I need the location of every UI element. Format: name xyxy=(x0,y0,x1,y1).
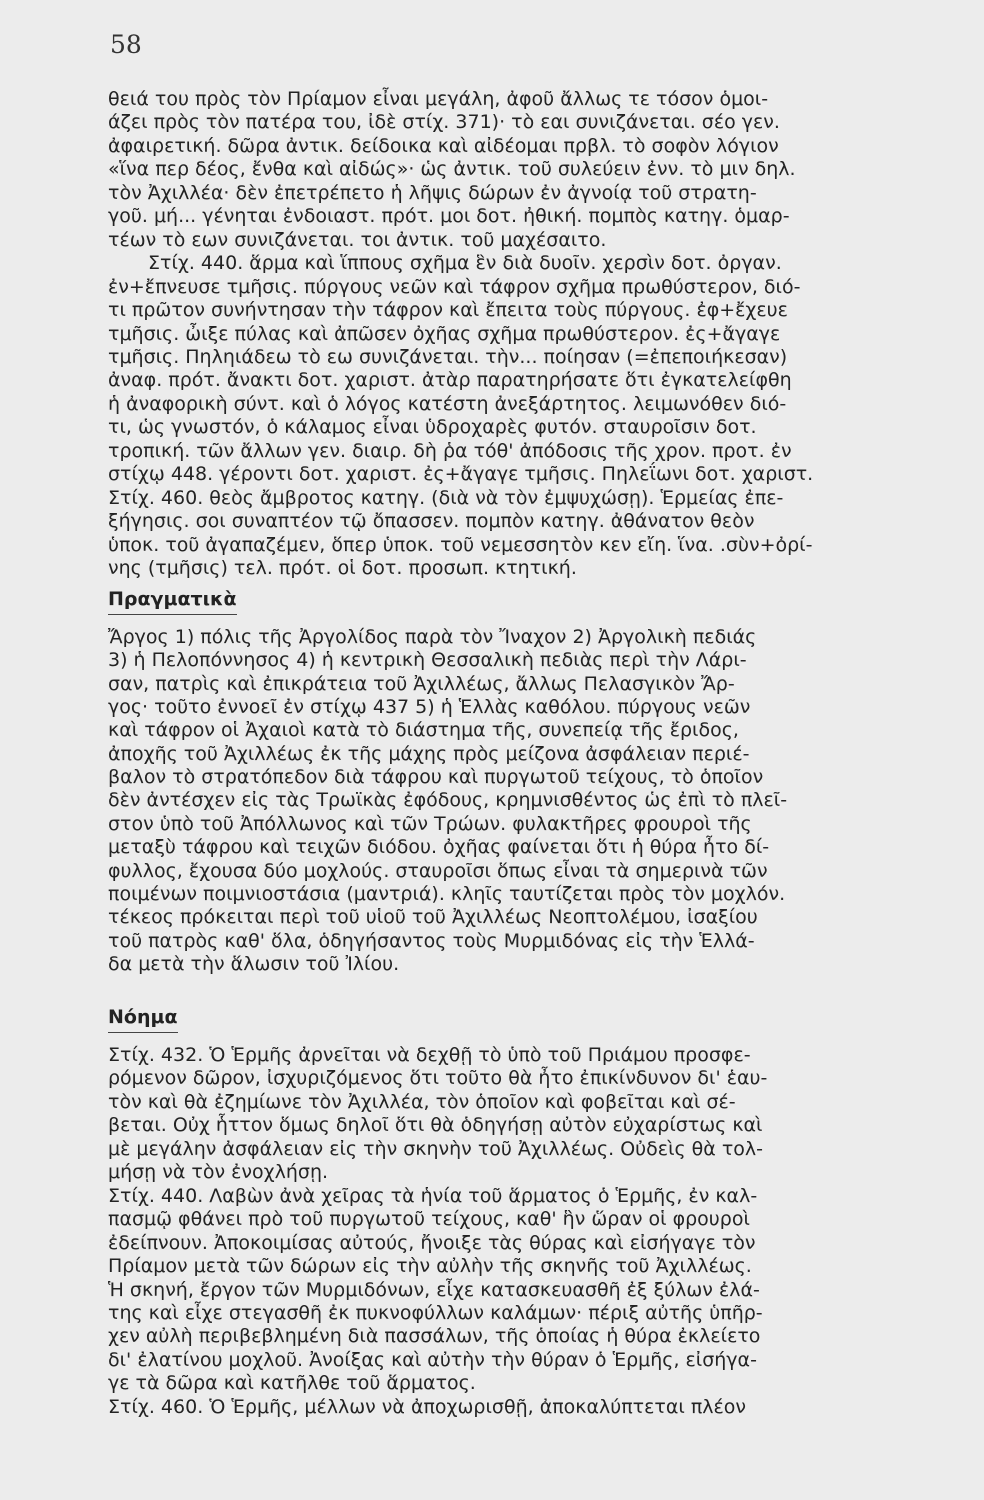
noima-line: χεν αὐλὴ περιβεβλημένη διὰ πασσάλων, τῆς ὁποίας ἡ θύρα ἐκλείετο xyxy=(108,1325,761,1348)
noima-line: γε τὰ δῶρα καὶ κατῆλθε τοῦ ἅρματος. xyxy=(108,1372,476,1395)
pragmatika-line: δα μετὰ τὴν ἅλωσιν τοῦ Ἰλίου. xyxy=(108,952,400,975)
commentary-line: ἐν+ἔπνευσε τμῆσις. πύργους νεῶν καὶ τάφρον σχῆμα πρωθύστερον, διό- xyxy=(108,275,801,298)
pragmatika-line: Ἄργος 1) πόλις τῆς Ἀργολίδος παρὰ τὸν Ἴναχον 2) Ἀργολικὴ πεδιάς xyxy=(108,626,757,648)
commentary-line: ἡ ἀναφορικὴ σύντ. καὶ ὁ λόγος κατέστη ἀνεξάρτητος. λειμωνόθεν διό- xyxy=(108,392,787,415)
pragmatika-line: ἀποχῆς τοῦ Ἀχιλλέως ἐκ τῆς μάχης πρὸς μείζονα ἀσφάλειαν περιέ- xyxy=(108,742,750,765)
pragmatika-line: γος· τοῦτο ἐννοεῖ ἐν στίχῳ 437 5) ἡ Ἑλλὰς καθόλου. πύργους νεῶν xyxy=(108,696,751,719)
commentary-line: τέων τὸ εων συνιζάνεται. τοι ἀντικ. τοῦ μαχέσαιτο. xyxy=(108,228,607,251)
noima-line: Πρίαμον μετὰ τῶν δώρων εἰς τὴν αὐλὴν τῆς σκηνῆς τοῦ Ἀχιλλέως. xyxy=(108,1255,752,1278)
pragmatika-line: στον ὑπὸ τοῦ Ἀπόλλωνος καὶ τῶν Τρώων. φυλακτῆρες φρουροὶ τῆς xyxy=(108,812,752,835)
pragmatika-line: βαλον τὸ στρατόπεδον διὰ τάφρου καὶ πυργωτοῦ τείχους, τὸ ὁποῖον xyxy=(108,766,764,789)
noima-line: δι' ἐλατίνου μοχλοῦ. Ἀνοίξας καὶ αὐτὴν τὴν θύραν ὁ Ἑρμῆς, εἰσήγα- xyxy=(108,1348,757,1371)
pragmatika-line: σαν, πατρὶς καὶ ἐπικράτεια τοῦ Ἀχιλλέως, ἄλλως Πελασγικὸν Ἄρ- xyxy=(108,672,735,695)
pragmatika-line: τοῦ πατρὸς καθ' ὅλα, ὁδηγήσαντος τοὺς Μυρμιδόνας εἰς τὴν Ἑλλά- xyxy=(108,929,755,952)
commentary-line: νης (τμῆσις) τελ. πρότ. οἱ δοτ. προσωπ. κτητική. xyxy=(108,557,577,579)
commentary-line: τὸν Ἀχιλλέα· δὲν ἐπετρέπετο ἡ λῆψις δώρων ἐν ἀγνοίᾳ τοῦ στρατη- xyxy=(108,181,757,204)
commentary-line: «ἵνα περ δέος, ἔνθα καὶ αἰδώς»· ὡς ἀντικ. τοῦ συλεύειν ἐνν. τὸ μιν δηλ. xyxy=(108,158,796,181)
noima-line: Στίχ. 460. Ὁ Ἑρμῆς, μέλλων νὰ ἀποχωρισθῇ, ἀποκαλύπτεται πλέον xyxy=(108,1395,747,1418)
commentary-line: τμῆσις. Πηληιάδεω τὸ εω συνιζάνεται. τὴν... ποίησαν (=ἐπεποιήκεσαν) xyxy=(108,345,788,368)
pragmatika-line: μεταξὺ τάφρου καὶ τειχῶν διόδου. ὀχῆας φαίνεται ὅτι ἡ θύρα ἦτο δί- xyxy=(108,836,770,859)
noima-line: ἐδείπνουν. Ἀποκοιμίσας αὐτούς, ἤνοιξε τὰς θύρας καὶ εἰσήγαγε τὸν xyxy=(108,1231,756,1254)
pragmatika-line: ποιμένων ποιμνιοστάσια (μαντριά). κληῖς ταυτίζεται πρὸς τὸν μοχλόν. xyxy=(108,882,786,905)
pragmatika-line: 3) ἡ Πελοπόννησος 4) ἡ κεντρικὴ Θεσσαλικὴ πεδιὰς περὶ τὴν Λάρι- xyxy=(108,649,747,672)
commentary-line: Στίχ. 440. ἅρμα καὶ ἵππους σχῆμα ἓν διὰ δυοῖν. χερσὶν δοτ. ὀργαν. xyxy=(148,252,782,275)
commentary-line: ἀναφ. πρότ. ἄνακτι δοτ. χαριστ. ἀτὰρ παρατηρήσατε ὅτι ἐγκατελείφθη xyxy=(108,369,792,392)
noima-line: της καὶ εἶχε στεγασθῆ ἐκ πυκνοφύλλων καλάμων· πέριξ αὐτῆς ὑπῆρ- xyxy=(108,1301,763,1324)
commentary-line: θειά του πρὸς τὸν Πρίαμον εἶναι μεγάλη, ἀφοῦ ἄλλως τε τόσον ὁμοι- xyxy=(108,88,769,110)
noima-line: τὸν καὶ θὰ ἐζημίωνε τὸν Ἀχιλλέα, τὸν ὁποῖον καὶ φοβεῖται καὶ σέ- xyxy=(108,1090,736,1113)
commentary-line: ἀφαιρετική. δῶρα ἀντικ. δείδοικα καὶ αἰδέομαι πρβλ. τὸ σοφὸν λόγιον xyxy=(108,134,779,157)
noima-line: Ἡ σκηνή, ἔργον τῶν Μυρμιδόνων, εἶχε κατασκευασθῆ ἐξ ξύλων ἐλά- xyxy=(108,1278,760,1301)
pragmatika-line: καὶ τάφρον οἱ Ἀχαιοὶ κατὰ τὸ διάστημα τῆς, συνεπείᾳ τῆς ἔριδος, xyxy=(108,719,739,742)
commentary-line: τι πρῶτον συνήντησαν τὴν τάφρον καὶ ἔπειτα τοὺς πύργους. ἐφ+ἔχευε xyxy=(108,299,788,322)
commentary-line: ξήγησις. σοι συναπτέον τῷ ὄπασσεν. πομπὸν κατηγ. ἀθάνατον θεὸν xyxy=(108,510,755,533)
pragmatika-line: φυλλος, ἔχουσα δύο μοχλούς. σταυροῖσι ὅπως εἶναι τὰ σημερινὰ τῶν xyxy=(108,859,768,882)
page-number: 58 xyxy=(110,30,142,59)
commentary-line: Στίχ. 460. θεὸς ἄμβροτος κατηγ. (διὰ νὰ τὸν ἐμψυχώσῃ). Ἑρμείας ἐπε- xyxy=(108,486,784,509)
noima-line: Στίχ. 440. Λαβὼν ἀνὰ χεῖρας τὰ ἡνία τοῦ ἅρματος ὁ Ἑρμῆς, ἐν καλ- xyxy=(108,1184,758,1207)
noima-line: ρόμενον δῶρον, ἰσχυριζόμενος ὅτι τοῦτο θὰ ἦτο ἐπικίνδυνον δι' ἑαυ- xyxy=(108,1067,768,1090)
noima-line: βεται. Οὐχ ἧττον ὅμως δηλοῖ ὅτι θὰ ὁδηγήσῃ αὐτὸν εὐχαρίστως καὶ xyxy=(108,1114,763,1137)
commentary-line: γοῦ. μή... γένηται ἐνδοιαστ. πρότ. μοι δοτ. ἠθική. πομπὸς κατηγ. ὁμαρ- xyxy=(108,205,790,228)
noima-line: Στίχ. 432. Ὁ Ἑρμῆς ἀρνεῖται νὰ δεχθῇ τὸ ὑπὸ τοῦ Πριάμου προσφε- xyxy=(108,1044,751,1066)
heading-pragmatika: Πραγματικὰ xyxy=(108,585,237,615)
noima-line: μὲ μεγάλην ἀσφάλειαν εἰς τὴν σκηνὴν τοῦ Ἀχιλλέως. Οὐδεὶς θὰ τολ- xyxy=(108,1137,764,1160)
pragmatika-line: τέκεος πρόκειται περὶ τοῦ υἱοῦ τοῦ Ἀχιλλέως Νεοπτολέμου, ἰσαξίου xyxy=(108,906,758,929)
commentary-line: ὑποκ. τοῦ ἀγαπαζέμεν, ὅπερ ὑποκ. τοῦ νεμεσσητὸν κεν εἴη. ἵνα. .σὺν+ὀρί- xyxy=(108,533,813,556)
commentary-line: στίχῳ 448. γέροντι δοτ. χαριστ. ἐς+ἄγαγε τμῆσις. Πηλεΐωνι δοτ. χαριστ. xyxy=(108,463,814,486)
commentary-line: τι, ὡς γνωστόν, ὁ κάλαμος εἶναι ὑδροχαρὲς φυτόν. σταυροῖσιν δοτ. xyxy=(108,416,757,439)
noima-line: πασμῷ φθάνει πρὸ τοῦ πυργωτοῦ τείχους, καθ' ἣν ὥραν οἱ φρουροὶ xyxy=(108,1208,750,1231)
heading-noima: Νόημα xyxy=(108,1003,178,1033)
commentary-line: άζει πρὸς τὸν πατέρα του, ἰδὲ στίχ. 371)· τὸ εαι συνιζάνεται. σέο γεν. xyxy=(108,111,780,134)
commentary-line: τμῆσις. ὦιξε πύλας καὶ ἀπῶσεν ὀχῆας σχῆμα πρωθύστερον. ἐς+ἄγαγε xyxy=(108,322,781,345)
commentary-line: τροπική. τῶν ἄλλων γεν. διαιρ. δὴ ῥα τόθ' ἀπόδοσις τῆς χρον. προτ. ἐν xyxy=(108,439,792,462)
noima-line: μήσῃ νὰ τὸν ἐνοχλήσῃ. xyxy=(108,1161,329,1184)
pragmatika-line: δὲν ἀντέσχεν εἰς τὰς Τρωϊκὰς ἐφόδους, κρημνισθέντος ὡς ἐπὶ τὸ πλεῖ- xyxy=(108,789,788,812)
